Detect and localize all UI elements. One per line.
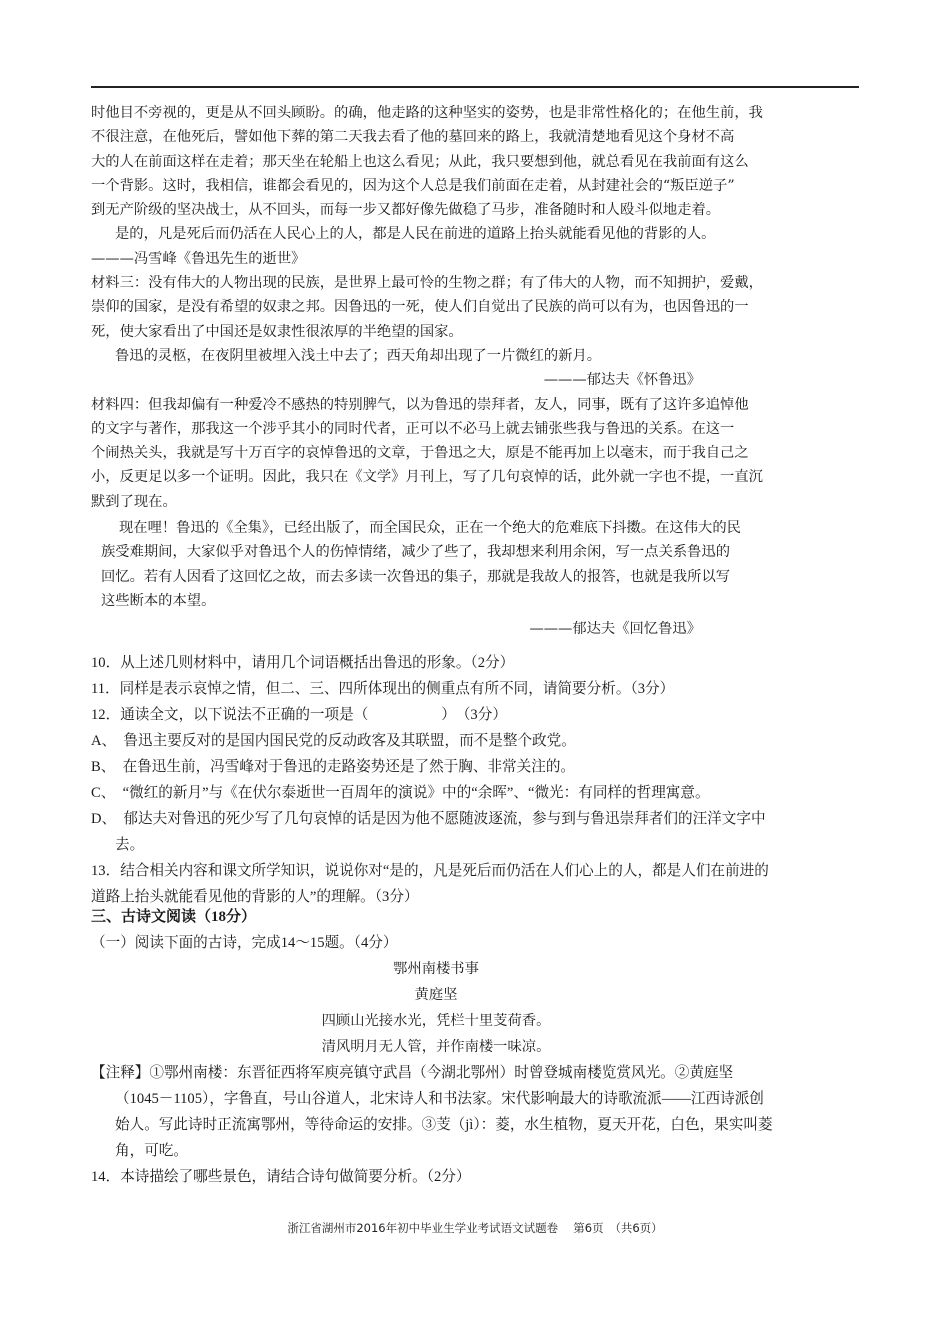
- annotation-line: （1045－1105），字鲁直，号山谷道人，北宋诗人和书法家。宋代影响最大的诗歌流派——江西诗派创: [115, 1091, 764, 1107]
- material-3-closing: 鲁迅的灵柩，在夜阴里被埋入浅土中去了；西天角却出现了一片微红的新月。: [115, 347, 602, 364]
- material-4-line: 小，反更足以多一个证明。因此，我只在《文学》月刊上，写了几句哀悼的话，此外就一字也不提，一直沉: [91, 469, 763, 486]
- material-3-line: 材料三：没有伟大的人物出现的民族，是世界上最可怜的生物之群；有了伟大的人物，而不知拥护，爱戴，: [91, 275, 763, 292]
- poem-title: 鄂州南楼书事: [393, 961, 479, 977]
- question-13: 道路上抬头就能看见他的背影的人”的理解。（3分）: [91, 889, 419, 905]
- source-citation: ———郁达夫《怀鲁迅》: [543, 372, 701, 389]
- material-3-line: 死，使大家看出了中国还是奴隶性很浓厚的半绝望的国家。: [91, 323, 463, 340]
- option-d-continued: 去。: [115, 837, 145, 853]
- source-citation: ———郁达夫《回忆鲁迅》: [529, 621, 701, 638]
- material-4-line: 个闹热关头，我就是写十万百字的哀悼鲁迅的文章，于鲁迅之大，原是不能再加上以毫末，而于我自己之: [91, 445, 749, 462]
- material-4-para2-line: 这些断本的本望。: [101, 592, 216, 609]
- passage-line: 大的人在前面这样在走着；那天坐在轮船上也这么看见；从此，我只要想到他，就总看见在我前面有这么: [91, 153, 749, 170]
- question-12: 12．通读全文，以下说法不正确的一项是（ ） （3分）: [91, 707, 507, 723]
- material-4-line: 材料四：但我却偏有一种爱冷不感热的特别脾气，以为鲁迅的崇拜者，友人，同事，既有了这许多追悼他: [91, 396, 749, 413]
- material-4-para2-line: 现在哩！鲁迅的《全集》，已经出版了，而全国民众，正在一个绝大的危难底下抖擞。在这伟大的民: [119, 520, 741, 537]
- material-4-line: 默到了现在。: [91, 493, 177, 510]
- section-subheading: （一）阅读下面的古诗，完成14～15题。（4分）: [91, 935, 398, 951]
- question-11: 11．同样是表示哀悼之情，但二、三、四所体现出的侧重点有所不同，请简要分析。（3分）: [91, 681, 675, 697]
- annotation-line: 始人。写此诗时正流寓鄂州，等待命运的安排。③芰（jì）：菱，水生植物，夏天开花，白色，果实叫菱: [115, 1117, 773, 1133]
- section-heading: 三、古诗文阅读（18分）: [91, 909, 257, 925]
- option-b: B、 在鲁迅生前，冯雪峰对于鲁迅的走路姿势还是了然于胸、非常关注的。: [91, 759, 576, 775]
- section-3: [91, 904, 861, 1190]
- poem-author: 黄庭坚: [414, 987, 458, 1003]
- passage-line: 到无产阶级的坚决战士，从不回头，而每一步又都好像先做稳了马步，准备随时和人殴斗似地走着。: [91, 202, 721, 219]
- question-10: 10．从上述几则材料中，请用几个词语概括出鲁迅的形象。（2分）: [91, 655, 515, 671]
- annotation-line: 角，可吃。: [115, 1143, 188, 1159]
- reading-passage: [91, 101, 861, 642]
- top-rule: [91, 86, 859, 88]
- passage-line: 时他目不旁视的，更是从不回头顾盼。的确，他走路的这种坚实的姿势，也是非常性格化的；在他生前，我: [91, 105, 763, 121]
- material-4-line: 的文字与著作，那我这一个涉乎其小的同时代者，正可以不必马上就去铺张些我与鲁迅的关系。在这一: [91, 420, 735, 437]
- material-4-para2-line: 回忆。若有人因看了这回忆之故，而去多读一次鲁迅的集子，那就是我故人的报答，也就是我所以写: [101, 568, 731, 585]
- annotation-line: 【注释】①鄂州南楼：东晋征西将军庾亮镇守武昌（今湖北鄂州）时曾登城南楼览赏风光。②黄庭坚: [91, 1065, 734, 1081]
- option-d: D、 郁达夫对鲁迅的死少写了几句哀悼的话是因为他不愿随波逐流，参与到与鲁迅崇拜者们的汪洋文字中: [91, 811, 766, 827]
- page-footer: 浙江省湖州市2016年初中毕业生学业考试语文试题卷 第6页 （共6页）: [287, 1221, 663, 1235]
- passage-closing: 是的，凡是死后而仍活在人民心上的人，都是人民在前进的道路上抬头就能看见他的背影的人。: [115, 226, 716, 243]
- poem-line: 清风明月无人管，并作南楼一味凉。: [321, 1039, 551, 1055]
- poem-line: 四顾山光接水光，凭栏十里芰荷香。: [321, 1013, 551, 1029]
- question-13: 13．结合相关内容和课文所学知识，说说你对“是的，凡是死后而仍活在人们心上的人，都是人们在前进的: [91, 863, 769, 879]
- passage-line: 不很注意，在他死后，譬如他下葬的第二天我去看了他的墓回来的路上，我就清楚地看见这个身材不高: [91, 129, 735, 146]
- questions-block: [91, 650, 861, 910]
- option-c: C、 “微红的新月”与《在伏尔泰逝世一百周年的演说》中的“余晖”、“微光：有同样的哲理寓意。: [91, 785, 710, 801]
- material-4-para2-line: 族受难期间，大家似乎对鲁迅个人的伤悼情绪，减少了些了，我却想来利用余闲，写一点关系鲁迅的: [101, 544, 731, 561]
- question-14: 14．本诗描绘了哪些景色，请结合诗句做简要分析。（2分）: [91, 1169, 471, 1185]
- passage-line: 一个背影。这时，我相信，谁都会看见的，因为这个人总是我们前面在走着，从封建社会的“叛臣逆子”: [91, 177, 735, 194]
- material-3-line: 崇仰的国家，是没有希望的奴隶之邦。因鲁迅的一死，使人们自觉出了民族的尚可以有为，也因鲁迅的一: [91, 299, 749, 316]
- option-a: A、 鲁迅主要反对的是国内国民党的反动政客及其联盟，而不是整个政党。: [91, 733, 576, 749]
- source-citation: ———冯雪峰《鲁迅先生的逝世》: [91, 250, 306, 267]
